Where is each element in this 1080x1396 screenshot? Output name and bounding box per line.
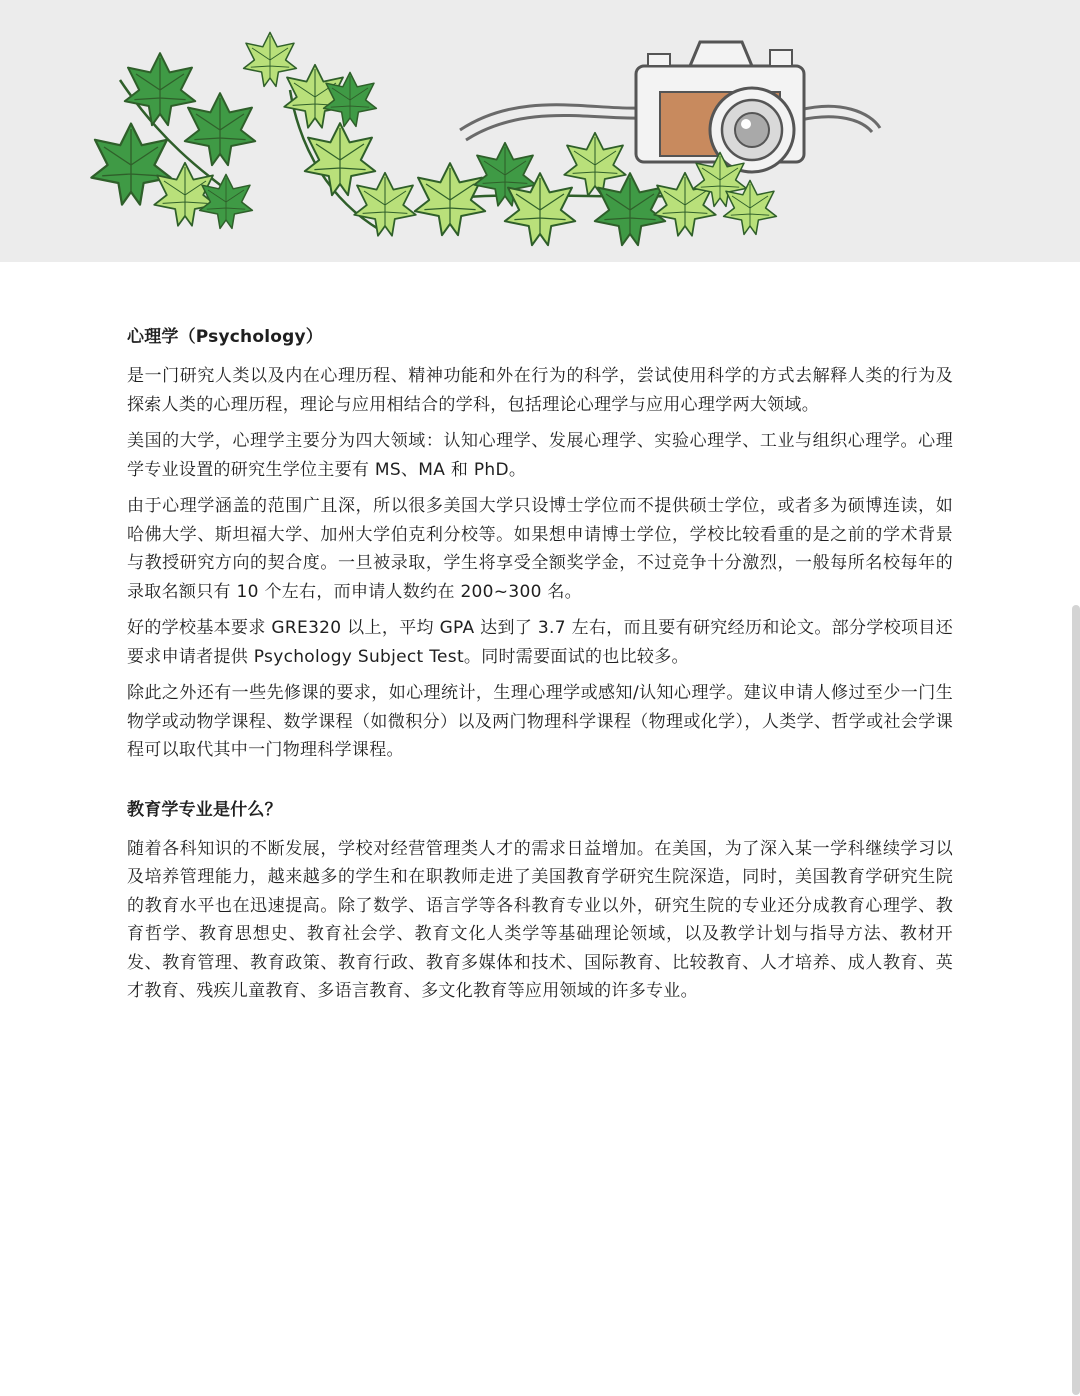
paragraph: 除此之外还有一些先修课的要求，如心理统计，生理心理学或感知/认知心理学。建议申请人修过至少一门生物学或动物学课程、数学课程（如微积分）以及两门物理科学课程（物理或化学），人类学、哲学或社会学课程可以取代其中一门物理科学课程。 <box>127 683 953 760</box>
ivy-camera-illustration <box>0 0 1080 262</box>
section-education <box>127 795 953 1006</box>
article-content <box>127 322 953 1014</box>
section-heading-psychology: 心理学（Psychology） <box>127 327 323 347</box>
paragraph: 随着各科知识的不断发展，学校对经营管理类人才的需求日益增加。在美国，为了深入某一学科继续学习以及培养管理能力，越来越多的学生和在职教师走进了美国教育学研究生院深造，同时，美国教育学研究生院的教育水平也在迅速提高。除了数学、语言学等各科教育专业以外，研究生院的专业还分成教育心理学、教育哲学、教育思想史、教育社会学、教育文化人类学等基础理论领域，以及教学计划与指导方法、教材开发、教育管理、教育政策、教育行政、教育多媒体和技术、国际教育、比较教育、人才培养、成人教育、英才教育、残疾儿童教育、多语言教育、多文化教育等应用领域的许多专业。 <box>127 838 953 1001</box>
paragraph: 由于心理学涵盖的范围广且深，所以很多美国大学只设博士学位而不提供硕士学位，或者多为硕博连读，如哈佛大学、斯坦福大学、加州大学伯克利分校等。如果想申请博士学位，学校比较看重的是之前的学术背景与教授研究方向的契合度。一旦被录取，学生将享受全额奖学金，不过竞争十分激烈，一般每所名校每年的录取名额只有 10 个左右，而申请人数约在 200~300 名。 <box>127 496 953 602</box>
header-banner <box>0 0 1080 262</box>
paragraph: 美国的大学，心理学主要分为四大领域：认知心理学、发展心理学、实验心理学、工业与组织心理学。心理学专业设置的研究生学位主要有 MS、MA 和 PhD。 <box>127 431 953 480</box>
paragraph: 是一门研究人类以及内在心理历程、精神功能和外在行为的科学，尝试使用科学的方式去解释人类的行为及探索人类的心理历程，理论与应用相结合的学科，包括理论心理学与应用心理学两大领域。 <box>127 366 953 415</box>
section-psychology <box>127 322 953 765</box>
section-heading-education: 教育学专业是什么？ <box>127 799 282 820</box>
paragraph: 好的学校基本要求 GRE320 以上，平均 GPA 达到了 3.7 左右，而且要有研究经历和论文。部分学校项目还要求申请者提供 Psychology Subject Test。同时需要面试的也比较多。 <box>127 618 953 667</box>
vertical-scrollbar[interactable] <box>1072 605 1080 1395</box>
